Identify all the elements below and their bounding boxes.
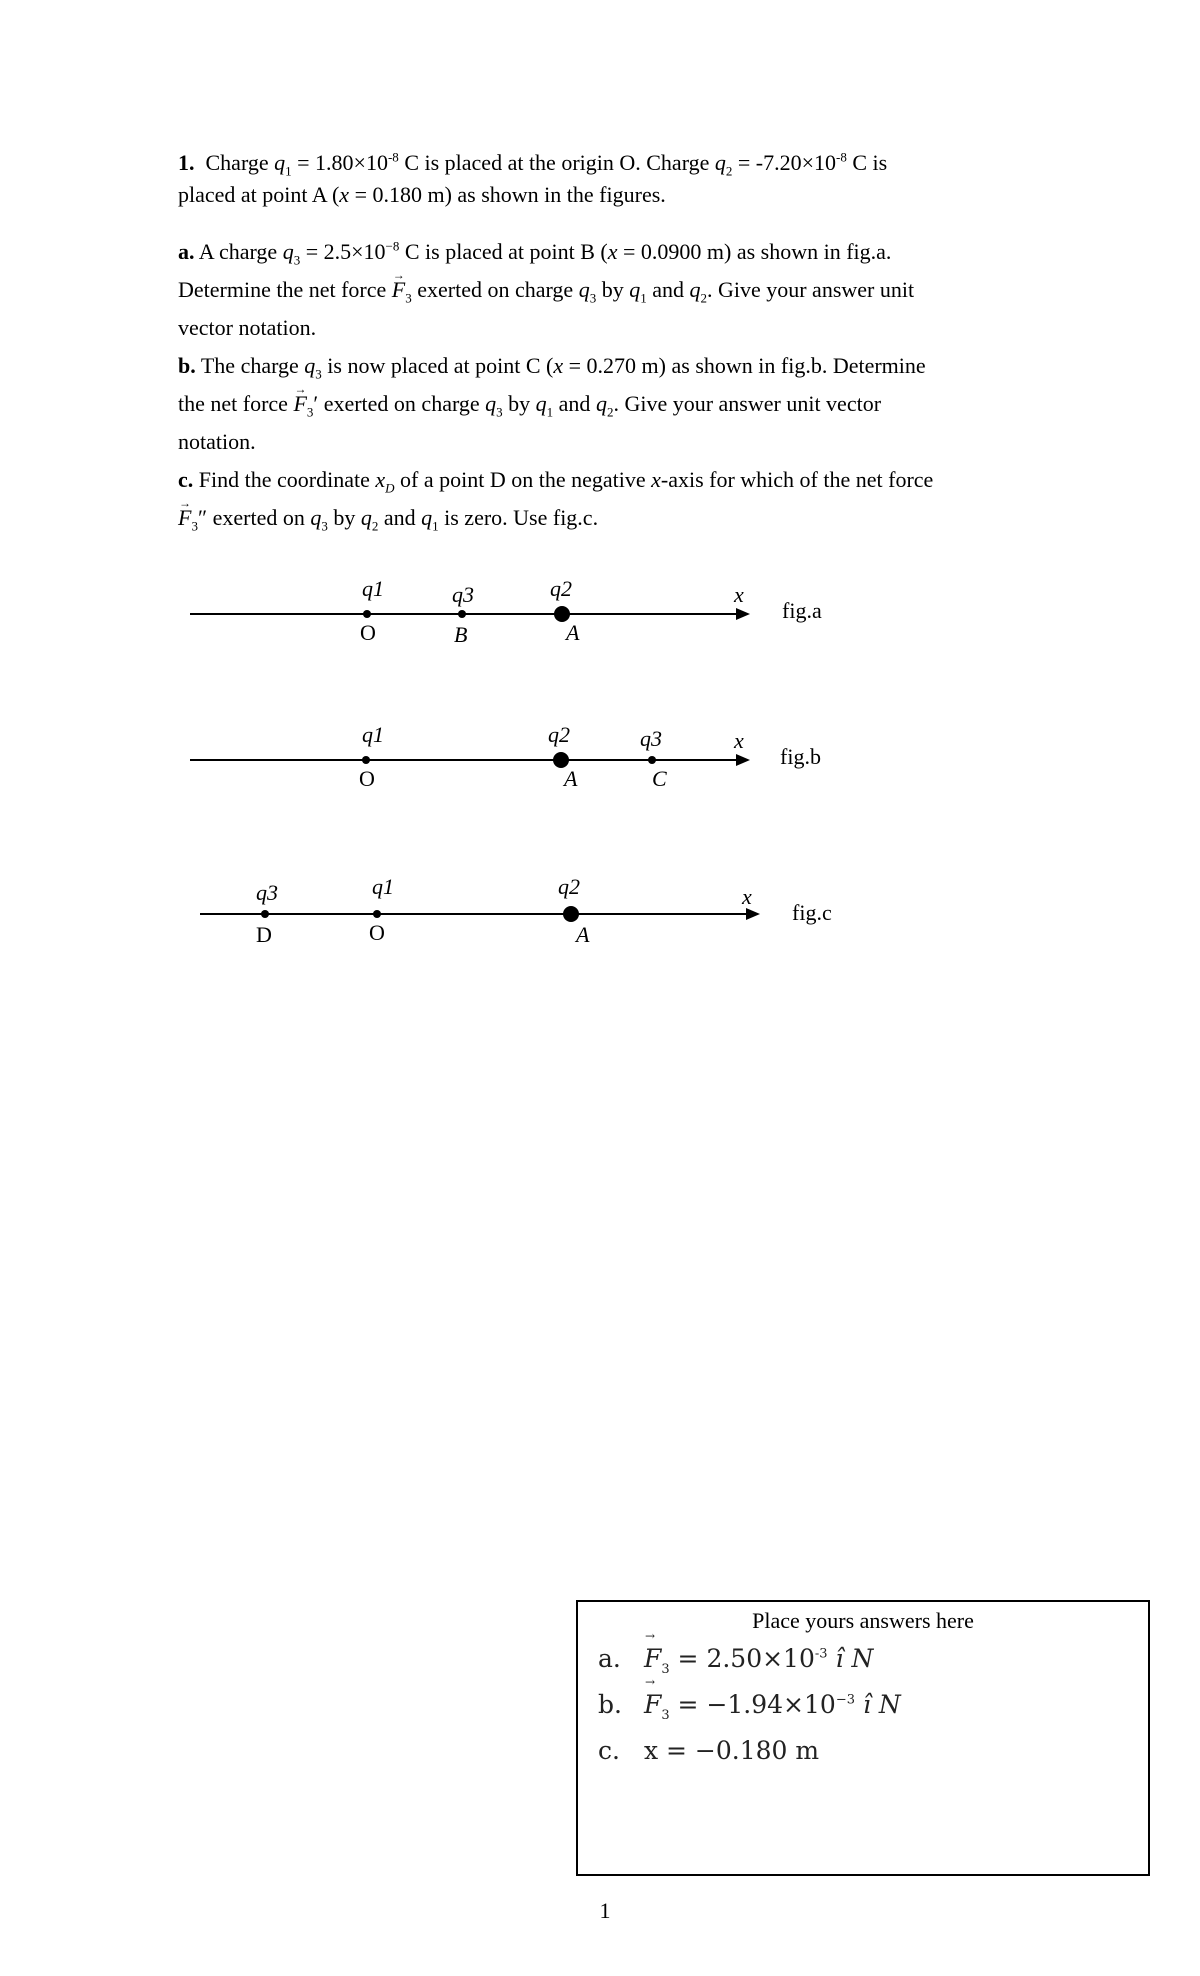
figure-a-caption: fig.a <box>782 598 822 623</box>
part-a-paragraph: a. A charge $q_3 = 2.5\times 10^{-8}$ C is placed at point B (x = 0.0900 m) as shown in fig.a. Determine the net force → $F_3$ exerted on charge $q_3$ by $q_1$ and $q_2$. Give your answer unit vector notation. b. The charge $q_3$ is now placed at point C (x = 0.270 m) as shown in fig.b. Determine the net force → $F_3'$ exerted on charge $q_3$ by $q_1$ and $q_2$. Give your answer unit vector notation. c. Find the coordinate $x_D$ of a point D on the negative x-axis for which of the net force → $F_3''$ exerted on $q_3$ by $q_2$ and $q_1$ is zero. Use fig.c. <box>178 233 1028 537</box>
figure-c <box>0 870 1200 980</box>
point-label-B: B <box>454 622 468 647</box>
charge-label-q1: q1 <box>362 576 384 601</box>
point-label-C: C <box>652 766 667 791</box>
point-label-O: O <box>360 620 376 645</box>
axis-label-x: x <box>742 884 752 909</box>
charge-label-q2: q2 <box>558 874 580 899</box>
page-number: 1 <box>599 1898 611 1923</box>
part-c-label: c. <box>178 467 194 492</box>
question-number: 1. <box>178 150 195 175</box>
charge-dot-q1 <box>362 756 370 764</box>
figure-a <box>0 570 1200 680</box>
point-label-O: O <box>369 920 385 945</box>
problem-text <box>178 147 1028 537</box>
axis-label-x: x <box>734 582 744 607</box>
charge-dot-q1 <box>363 610 371 618</box>
intro-paragraph: 1. Charge $q_1 = 1.80\times 10^{-8}$ C is placed at the origin O. Charge $q_2 = -7.20\times 10^{-8}$ C is placed at point A (x = 0.180 m) as shown in the figures. <box>178 149 888 207</box>
charge-label-q2: q2 <box>550 576 572 601</box>
force-vector-symbol: → F <box>178 499 191 537</box>
axis-arrowhead <box>736 608 750 620</box>
charge-label-q1: q1 <box>362 722 384 747</box>
part-a-label: a. <box>178 239 195 264</box>
answer-box <box>576 1600 1150 1876</box>
charge-dot-q1 <box>373 910 381 918</box>
point-label-A: A <box>576 922 590 947</box>
force-vector-symbol: → F <box>293 385 306 423</box>
figure-a-axis <box>0 570 1200 680</box>
figure-b-axis <box>0 716 1200 826</box>
answer-a: a. → $F_3 = 2.50\times 10^{-3}$ î N <box>598 1644 873 1673</box>
point-label-O: O <box>359 766 375 791</box>
point-label-A: A <box>564 766 578 791</box>
charge-label-q3: q3 <box>640 726 662 751</box>
charge-label-q1: q1 <box>372 874 394 899</box>
point-label-A: A <box>566 620 580 645</box>
answer-heading: Place yours answers here <box>752 1608 974 1633</box>
charge-dot-q3 <box>261 910 269 918</box>
charge-label-q3: q3 <box>256 880 278 905</box>
charge-label-q3: q3 <box>452 582 474 607</box>
figure-c-caption: fig.c <box>792 900 832 925</box>
charge-dot-q3 <box>458 610 466 618</box>
figure-b <box>0 716 1200 826</box>
force-vector-symbol: → F <box>392 271 405 309</box>
answer-c: c. x = −0.180 m <box>598 1736 820 1765</box>
charge-label-q2: q2 <box>548 722 570 747</box>
axis-label-x: x <box>734 728 744 753</box>
part-b-label: b. <box>178 353 196 378</box>
figure-b-caption: fig.b <box>780 744 821 769</box>
charge-dot-q2 <box>563 906 579 922</box>
figure-c-axis <box>0 870 1200 980</box>
answer-b: b. → $F_3 = -1.94\times 10^{-3}$ î N <box>598 1690 901 1719</box>
axis-arrowhead <box>736 754 750 766</box>
charge-dot-q3 <box>648 756 656 764</box>
point-label-D: D <box>256 922 272 947</box>
